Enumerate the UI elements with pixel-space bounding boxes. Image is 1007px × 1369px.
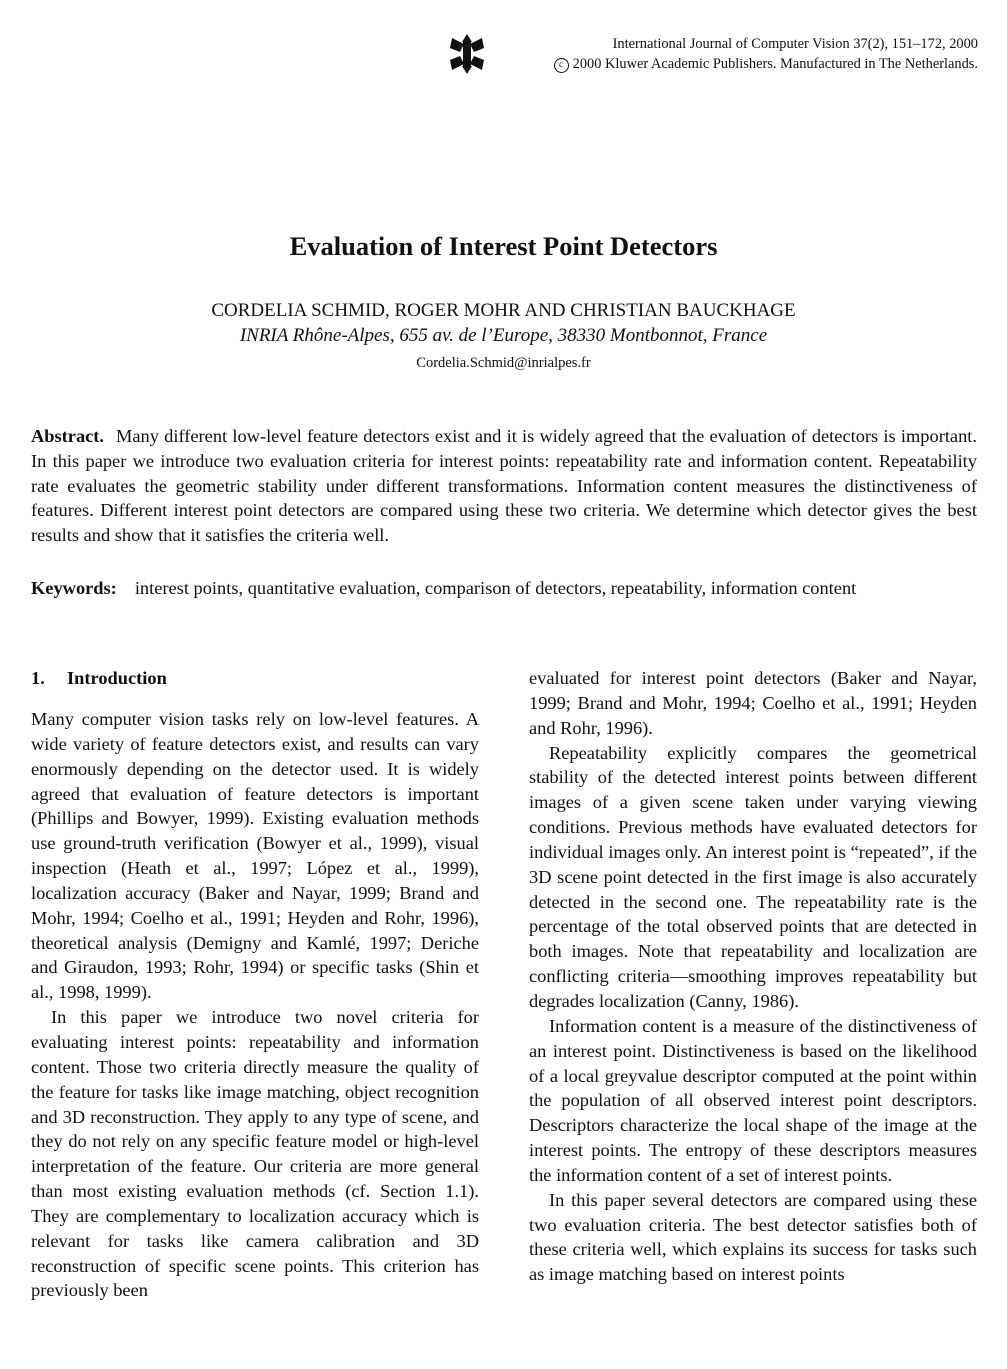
journal-header	[448, 34, 978, 78]
journal-citation: International Journal of Computer Vision 37(2), 151–172, 2000	[612, 36, 978, 52]
author-affiliation: INRIA Rhône-Alpes, 655 av. de l’Europe, 38330 Montbonnot, France	[239, 325, 768, 346]
paragraph: In this paper we introduce two novel criteria for evaluating interest points: repeatability and information content. Those two criteria directly measure the quality of the feature for tasks like image matching, object recognition and 3D reconstruction. They apply to any type of scene, and they do not rely on any specific feature model or high-level interpretation of the feature. Our criteria are more general than most existing evaluation methods (cf. Section 1.1). They are complementary to localization accuracy which is relevant for tasks like camera calibration and 3D reconstruction of specific scene points. This criterion has previously been	[31, 1007, 479, 1301]
publisher-logo-icon	[448, 34, 486, 74]
copyright-text: 2000 Kluwer Academic Publishers. Manufactured in The Netherlands.	[572, 56, 978, 72]
section-heading	[31, 666, 479, 691]
copyright-symbol: c	[554, 58, 569, 73]
section-number: 1.	[31, 668, 45, 688]
abstract-text: Many different low-level feature detectors exist and it is widely agreed that the evaluation of detectors is important. In this paper we introduce two evaluation criteria for interest points: repeatability rate and information content. Repeatability rate evaluates the geometric stability under different transformations. Information content measures the distinctiveness of features. Different interest point detectors are compared using these two criteria. We determine which detector gives the best results and show that it satisfies the criteria well.	[31, 426, 977, 546]
paragraph: In this paper several detectors are compared using these two evaluation criteria. The best detector satisfies both of these criteria well, which explains its success for tasks such as image matching based on interest points	[529, 1189, 977, 1285]
keywords-label: Keywords:	[31, 578, 117, 598]
paper-title: Evaluation of Interest Point Detectors	[289, 231, 718, 261]
keywords	[31, 576, 977, 601]
right-column	[529, 666, 977, 1287]
paragraph: Many computer vision tasks rely on low-level features. A wide variety of feature detectors exist, and results can vary enormously depending on the detector used. It is widely agreed that evaluation of feature detectors is important (Phillips and Bowyer, 1999). Existing evaluation methods use ground-truth verification (Bowyer et al., 1999), visual inspection (Heath et al., 1997; López et al., 1999), localization accuracy (Baker and Nayar, 1999; Brand and Mohr, 1994; Coelho et al., 1991; Heyden and Rohr, 1996), theoretical analysis (Demigny and Kamlé, 1997; Deriche and Giraudon, 1993; Rohr, 1994) or specific tasks (Shin et al., 1998, 1999).	[31, 709, 479, 1003]
section-title: Introduction	[67, 668, 167, 688]
paragraph: Repeatability explicitly compares the geometrical stability of the detected interest points between different images of a given scene taken under varying viewing conditions. Previous methods have evaluated detectors for individual images only. An interest point is “repeated”, if the 3D scene point detected in the first image is also accurately detected in the second one. The repeatability rate is the percentage of the total observed points that are detected in both images. Note that repeatability and localization are conflicting criteria—smoothing improves repeatability but degrades localization (Canny, 1986).	[529, 742, 977, 1011]
copyright-line	[554, 54, 978, 74]
abstract-label: Abstract.	[31, 426, 105, 446]
left-column	[31, 666, 479, 1303]
abstract	[31, 424, 977, 548]
author-email: Cordelia.Schmid@inrialpes.fr	[416, 355, 591, 371]
paragraph: Information content is a measure of the distinctiveness of an interest point. Distinctiveness is based on the likelihood of a local greyvalue descriptor computed at the point within the population of all observed interest point descriptors. Descriptors characterize the local shape of the image at the interest points. The entropy of these descriptors measures the information content of a set of interest points.	[529, 1015, 977, 1185]
paragraph: evaluated for interest point detectors (Baker and Nayar, 1999; Brand and Mohr, 1994; Coelho et al., 1991; Heyden and Rohr, 1996).	[529, 668, 977, 738]
author-list: CORDELIA SCHMID, ROGER MOHR AND CHRISTIAN BAUCKHAGE	[211, 300, 796, 321]
keywords-text: interest points, quantitative evaluation, comparison of detectors, repeatability, information content	[134, 578, 857, 598]
